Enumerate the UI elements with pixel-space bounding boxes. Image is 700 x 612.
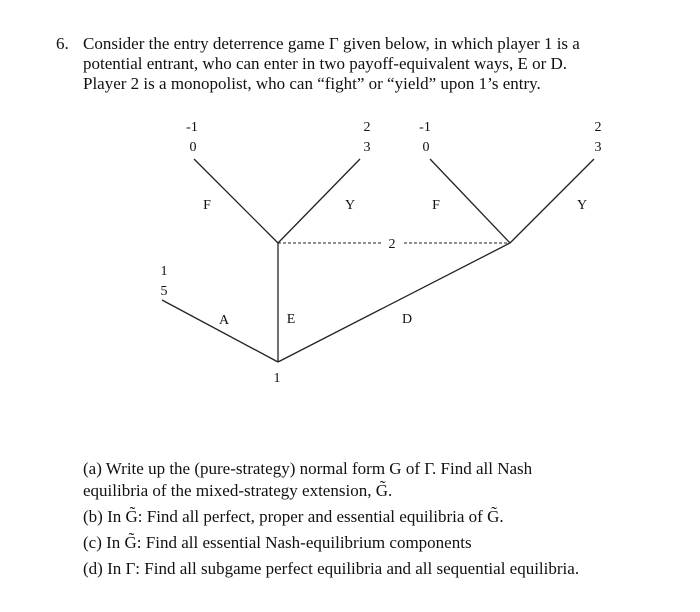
question-b: (b) In G̃: Find all perfect, proper and essential equilibria of G̃. [83, 507, 504, 526]
payoff-EY-player1: 2 [363, 120, 371, 135]
question-d: (d) In Γ: Find all subgame perfect equilibria and all sequential equilibria. [83, 559, 580, 578]
question-a: (a) Write up the (pure-strategy) normal form G of Γ. Find all Nash [83, 459, 533, 478]
action-label-Y-right: Y [576, 198, 588, 213]
payoff-EF-player1: -1 [186, 120, 198, 135]
info-set-player-label: 2 [388, 237, 396, 252]
payoff-EY-player2: 3 [363, 140, 371, 155]
action-label-F-left: F [203, 198, 211, 213]
payoff-DF-player1: -1 [419, 120, 431, 135]
root-player-label: 1 [273, 371, 281, 386]
question-a-continued: equilibria of the mixed-strategy extension, G̃. [83, 481, 393, 500]
payoff-A-player2: 5 [160, 284, 168, 299]
edge-F-right [430, 159, 510, 243]
edge-D [278, 243, 510, 362]
intro-line: Player 2 is a monopolist, who can “fight” or “yield” upon 1’s entry. [83, 74, 541, 93]
action-label-F-right: F [432, 198, 440, 213]
action-label-D: D [401, 312, 413, 327]
payoff-EF-player2: 0 [189, 140, 197, 155]
question-c: (c) In G̃: Find all essential Nash-equilibrium components [83, 533, 472, 552]
payoff-DY-player1: 2 [594, 120, 602, 135]
question-list [83, 458, 653, 584]
action-label-Y-left: Y [344, 198, 356, 213]
action-label-E: E [286, 312, 296, 327]
payoff-A-player1: 1 [160, 264, 168, 279]
payoff-DY-player2: 3 [594, 140, 602, 155]
payoff-DF-player2: 0 [422, 140, 430, 155]
action-label-A: A [218, 313, 230, 328]
problem-number: 6. [56, 34, 69, 53]
intro-line: Consider the entry deterrence game Γ given below, in which player 1 is a [83, 34, 580, 53]
intro-line: potential entrant, who can enter in two payoff-equivalent ways, E or D. [83, 54, 568, 73]
edge-A [162, 300, 278, 362]
